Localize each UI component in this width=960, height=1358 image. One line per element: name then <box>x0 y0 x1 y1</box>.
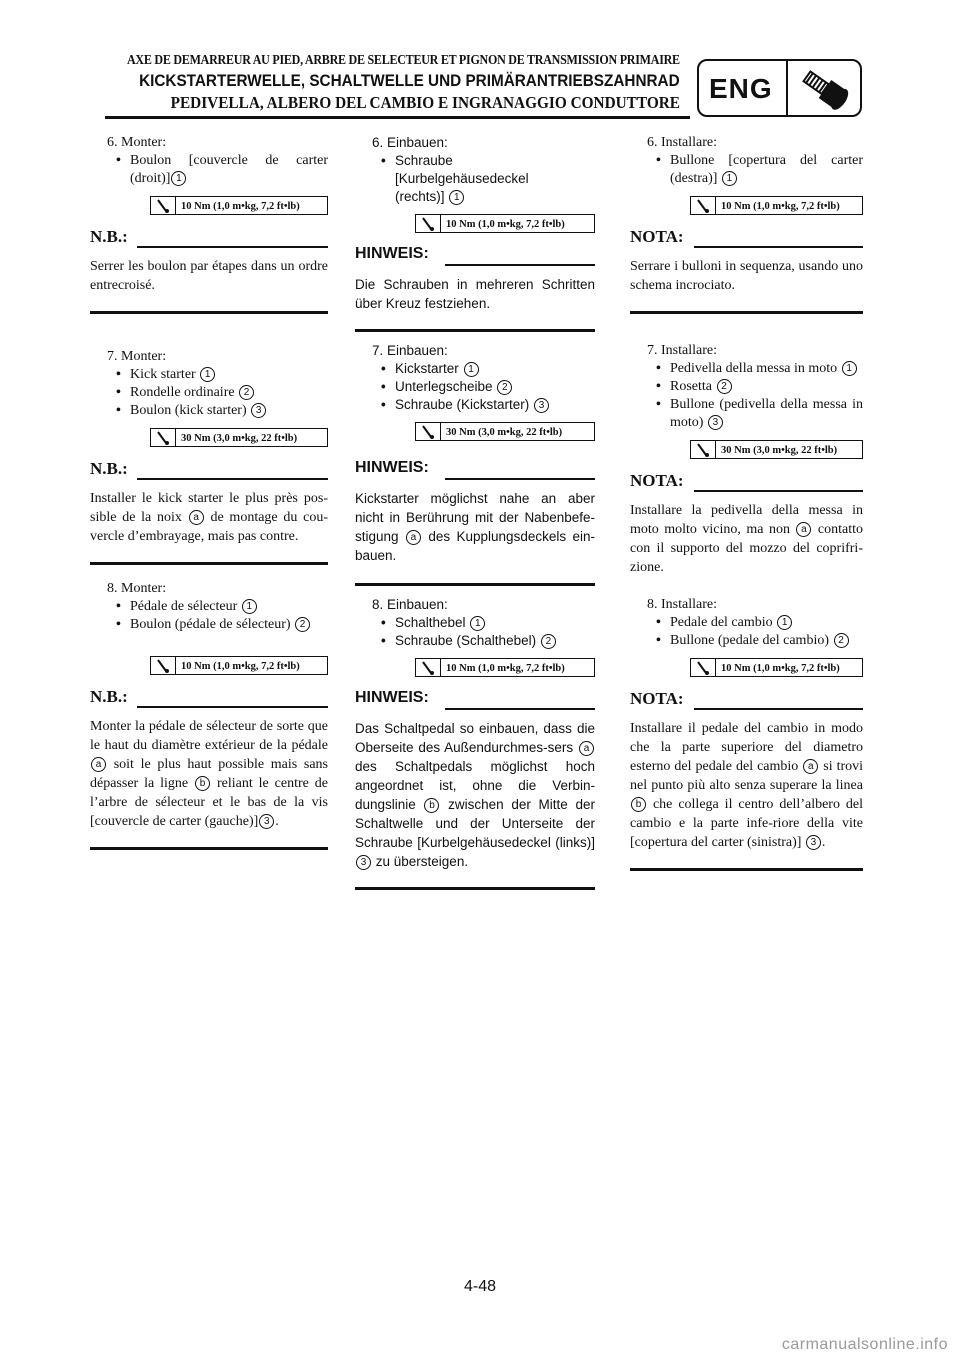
torque-wrench-icon <box>416 659 441 676</box>
it-step-6 <box>630 134 863 314</box>
note-heading: HINWEIS: <box>355 245 595 269</box>
fr-step-7 <box>90 348 328 565</box>
note-text: Das Schaltpedal so einbauen, dass die Oberseite des Außendurchmes-sers a des Schaltpedals möglichst hoch angeordnet ist, ohne die Verbin-dungslinie b zwischen der Mitte der Schaltwelle und der Unterseite der Schraube [Kurbelgehäusedeckel (links)] 3 zu übersteigen. <box>355 721 595 869</box>
step-title: 6. Einbauen: <box>372 135 448 150</box>
section-badge <box>697 59 862 117</box>
note-end-rule <box>355 887 595 890</box>
callout-marker: 1 <box>200 367 215 382</box>
step-title: 7. Installare: <box>647 343 717 358</box>
note-heading: NOTA: <box>630 227 863 251</box>
callout-marker: 3 <box>356 855 371 870</box>
list-item: • Pedivella della messa in moto 1 <box>656 360 863 378</box>
list-item: • Bullone (pedale del cambio) 2 <box>656 632 863 650</box>
torque-spec <box>150 656 328 675</box>
de-step-8 <box>355 596 595 890</box>
callout-marker: 1 <box>777 615 792 630</box>
callout-marker: 1 <box>842 361 857 376</box>
list-item: • Kick starter 1 <box>116 366 328 384</box>
it-step-8 <box>630 596 863 871</box>
fr-step-8 <box>90 580 328 850</box>
torque-value: 10 Nm (1,0 m•kg, 7,2 ft•lb) <box>721 201 840 212</box>
badge-divider <box>786 61 788 115</box>
torque-wrench-icon <box>151 657 176 674</box>
callout-marker: 3 <box>251 403 266 418</box>
watermark: carmanualsonline.info <box>781 1336 948 1353</box>
note-text: Serrare i bulloni in sequenza, usando uno schema incrociato. <box>630 259 863 293</box>
list-item: • Bullone (pedivella della messa in moto) 3 <box>656 396 863 432</box>
list-item: • Pedale del cambio 1 <box>656 614 863 632</box>
list-item: • Boulon [couvercle de carter (droit)] 1 <box>116 152 328 188</box>
list-item: • Schraube [Kurbelgehäusedeckel (rechts)] 1 <box>381 152 595 206</box>
note-end-rule <box>90 562 328 565</box>
step-title: 6. Monter: <box>107 135 167 150</box>
step-title: 7. Einbauen: <box>372 343 448 358</box>
torque-value: 10 Nm (1,0 m•kg, 7,2 ft•lb) <box>446 219 565 230</box>
note-heading: NOTA: <box>630 471 863 495</box>
callout-marker: b <box>195 776 210 791</box>
list-item: • Pédale de sélecteur 1 <box>116 598 328 616</box>
torque-spec <box>690 440 863 459</box>
callout-marker: 1 <box>470 616 485 631</box>
list-item: • Boulon (kick starter) 3 <box>116 402 328 420</box>
de-step-7 <box>355 342 595 586</box>
step-title: 7. Monter: <box>107 349 167 364</box>
torque-wrench-icon <box>691 441 716 458</box>
callout-marker: a <box>189 510 204 525</box>
callout-marker: 2 <box>541 634 556 649</box>
callout-marker: 2 <box>239 385 254 400</box>
torque-value: 30 Nm (3,0 m•kg, 22 ft•lb) <box>181 433 298 444</box>
note-end-rule <box>355 583 595 586</box>
callout-marker: b <box>631 797 646 812</box>
torque-wrench-icon <box>151 429 176 446</box>
note-text: Installare il pedale del cambio in modo che la parte superiore del diametro esterno del pedale del cambio a si trovi nel punto più alto senza superare la linea b che collega il centro dell’albero del cambio e la parte infe-riore della vite [copertura del carter (sinistra)] 3 . <box>630 721 864 850</box>
callout-marker: 2 <box>717 379 732 394</box>
step-title: 8. Installare: <box>647 597 717 612</box>
torque-spec <box>150 428 328 447</box>
step-title: 6. Installare: <box>647 135 717 150</box>
note-end-rule <box>355 329 595 332</box>
note-end-rule <box>90 847 328 850</box>
torque-wrench-icon <box>416 215 441 232</box>
callout-marker: 2 <box>295 617 310 632</box>
note-text: Serrer les boulon par étapes dans un ordre entrecroisé. <box>90 259 328 293</box>
engine-bolt-icon <box>795 65 857 113</box>
callout-marker: 3 <box>259 814 274 829</box>
torque-spec <box>690 196 863 215</box>
torque-wrench-icon <box>416 423 441 440</box>
torque-spec <box>415 214 595 233</box>
note-text: Installer le kick starter le plus près pos-sible de la noix a de montage du cou-vercle d’embrayage, mais pas contre. <box>90 491 329 544</box>
note-heading: N.B.: <box>90 459 328 483</box>
callout-marker: 3 <box>806 835 821 850</box>
fr-step-6 <box>90 134 328 314</box>
note-text: Die Schrauben in mehreren Schritten über Kreuz festziehen. <box>355 277 595 311</box>
torque-spec <box>415 422 595 441</box>
page-number: 4-48 <box>463 1278 497 1295</box>
torque-value: 10 Nm (1,0 m•kg, 7,2 ft•lb) <box>181 201 300 212</box>
list-item: • Bullone [copertura del carter (destra)] 1 <box>656 152 863 188</box>
note-text: Monter la pédale de sélecteur de sorte que le haut du diamètre extérieur de la pédale a soit le plus haut possible mais sans dépasser la ligne b reliant le centre de l’arbre de sélecteur et le bas de la vis [couvercle de carter (gauche)] 3 . <box>90 719 329 829</box>
list-item: • Rondelle ordinaire 2 <box>116 384 328 402</box>
header-title-fr: AXE DE DEMARREUR AU PIED, ARBRE DE SELECTEUR ET PIGNON DE TRANSMISSION PRIMAIRE <box>127 53 680 68</box>
torque-wrench-icon <box>151 197 176 214</box>
callout-marker: 3 <box>534 398 549 413</box>
torque-spec <box>690 658 863 677</box>
note-heading: NOTA: <box>630 689 863 713</box>
de-step-6 <box>355 134 595 332</box>
list-item: • Boulon (pédale de sélecteur) 2 <box>116 616 328 634</box>
header-title-de: KICKSTARTERWELLE, SCHALTWELLE UND PRIMÄRANTRIEBSZAHNRAD <box>139 71 680 90</box>
callout-marker: a <box>91 757 106 772</box>
callout-marker: 2 <box>497 380 512 395</box>
section-badge-label: ENG <box>709 73 773 104</box>
callout-marker: 1 <box>242 599 257 614</box>
torque-value: 30 Nm (3,0 m•kg, 22 ft•lb) <box>446 427 563 438</box>
note-heading: N.B.: <box>90 687 328 711</box>
callout-marker: 1 <box>449 190 464 205</box>
torque-value: 10 Nm (1,0 m•kg, 7,2 ft•lb) <box>446 663 565 674</box>
list-item: • Kickstarter 1 <box>381 360 595 378</box>
it-step-7 <box>630 342 863 585</box>
page-header <box>0 0 960 120</box>
torque-spec <box>150 196 328 215</box>
torque-value: 30 Nm (3,0 m•kg, 22 ft•lb) <box>721 445 838 456</box>
torque-value: 10 Nm (1,0 m•kg, 7,2 ft•lb) <box>721 663 840 674</box>
list-item: • Rosetta 2 <box>656 378 863 396</box>
note-end-rule <box>90 311 328 314</box>
torque-wrench-icon <box>691 197 716 214</box>
step-title: 8. Einbauen: <box>372 597 448 612</box>
header-rule <box>105 116 690 119</box>
header-title-it: PEDIVELLA, ALBERO DEL CAMBIO E INGRANAGGIO CONDUTTORE <box>170 93 680 112</box>
callout-marker: a <box>579 741 594 756</box>
note-end-rule <box>630 868 863 871</box>
step-title: 8. Monter: <box>107 581 167 596</box>
callout-marker: 1 <box>464 362 479 377</box>
callout-marker: a <box>796 522 811 537</box>
torque-value: 10 Nm (1,0 m•kg, 7,2 ft•lb) <box>181 661 300 672</box>
list-item: • Schraube (Kickstarter) 3 <box>381 396 595 414</box>
note-heading: HINWEIS: <box>355 689 595 713</box>
callout-marker: a <box>803 759 818 774</box>
note-text: Installare la pedivella della messa in moto molto vicino, ma non a contatto con il supporto del mozzo del coprifri-zione. <box>630 503 864 575</box>
note-heading: N.B.: <box>90 227 328 251</box>
callout-marker: a <box>406 530 421 545</box>
torque-wrench-icon <box>691 659 716 676</box>
note-heading: HINWEIS: <box>355 459 595 483</box>
torque-spec <box>415 658 595 677</box>
callout-marker: 2 <box>834 633 849 648</box>
callout-marker: 1 <box>722 171 737 186</box>
list-item: • Unterlegscheibe 2 <box>381 378 595 396</box>
note-text: Kickstarter möglichst nahe an aber nicht in Berührung mit der Nabenbefe-stigung a des Kupplungsdeckels ein-bauen. <box>355 491 595 563</box>
list-item: • Schraube (Schalthebel) 2 <box>381 632 595 650</box>
list-item: • Schalthebel 1 <box>381 614 595 632</box>
callout-marker: b <box>424 798 439 813</box>
callout-marker: 3 <box>708 415 723 430</box>
callout-marker: 1 <box>171 171 186 186</box>
note-end-rule <box>630 311 863 314</box>
